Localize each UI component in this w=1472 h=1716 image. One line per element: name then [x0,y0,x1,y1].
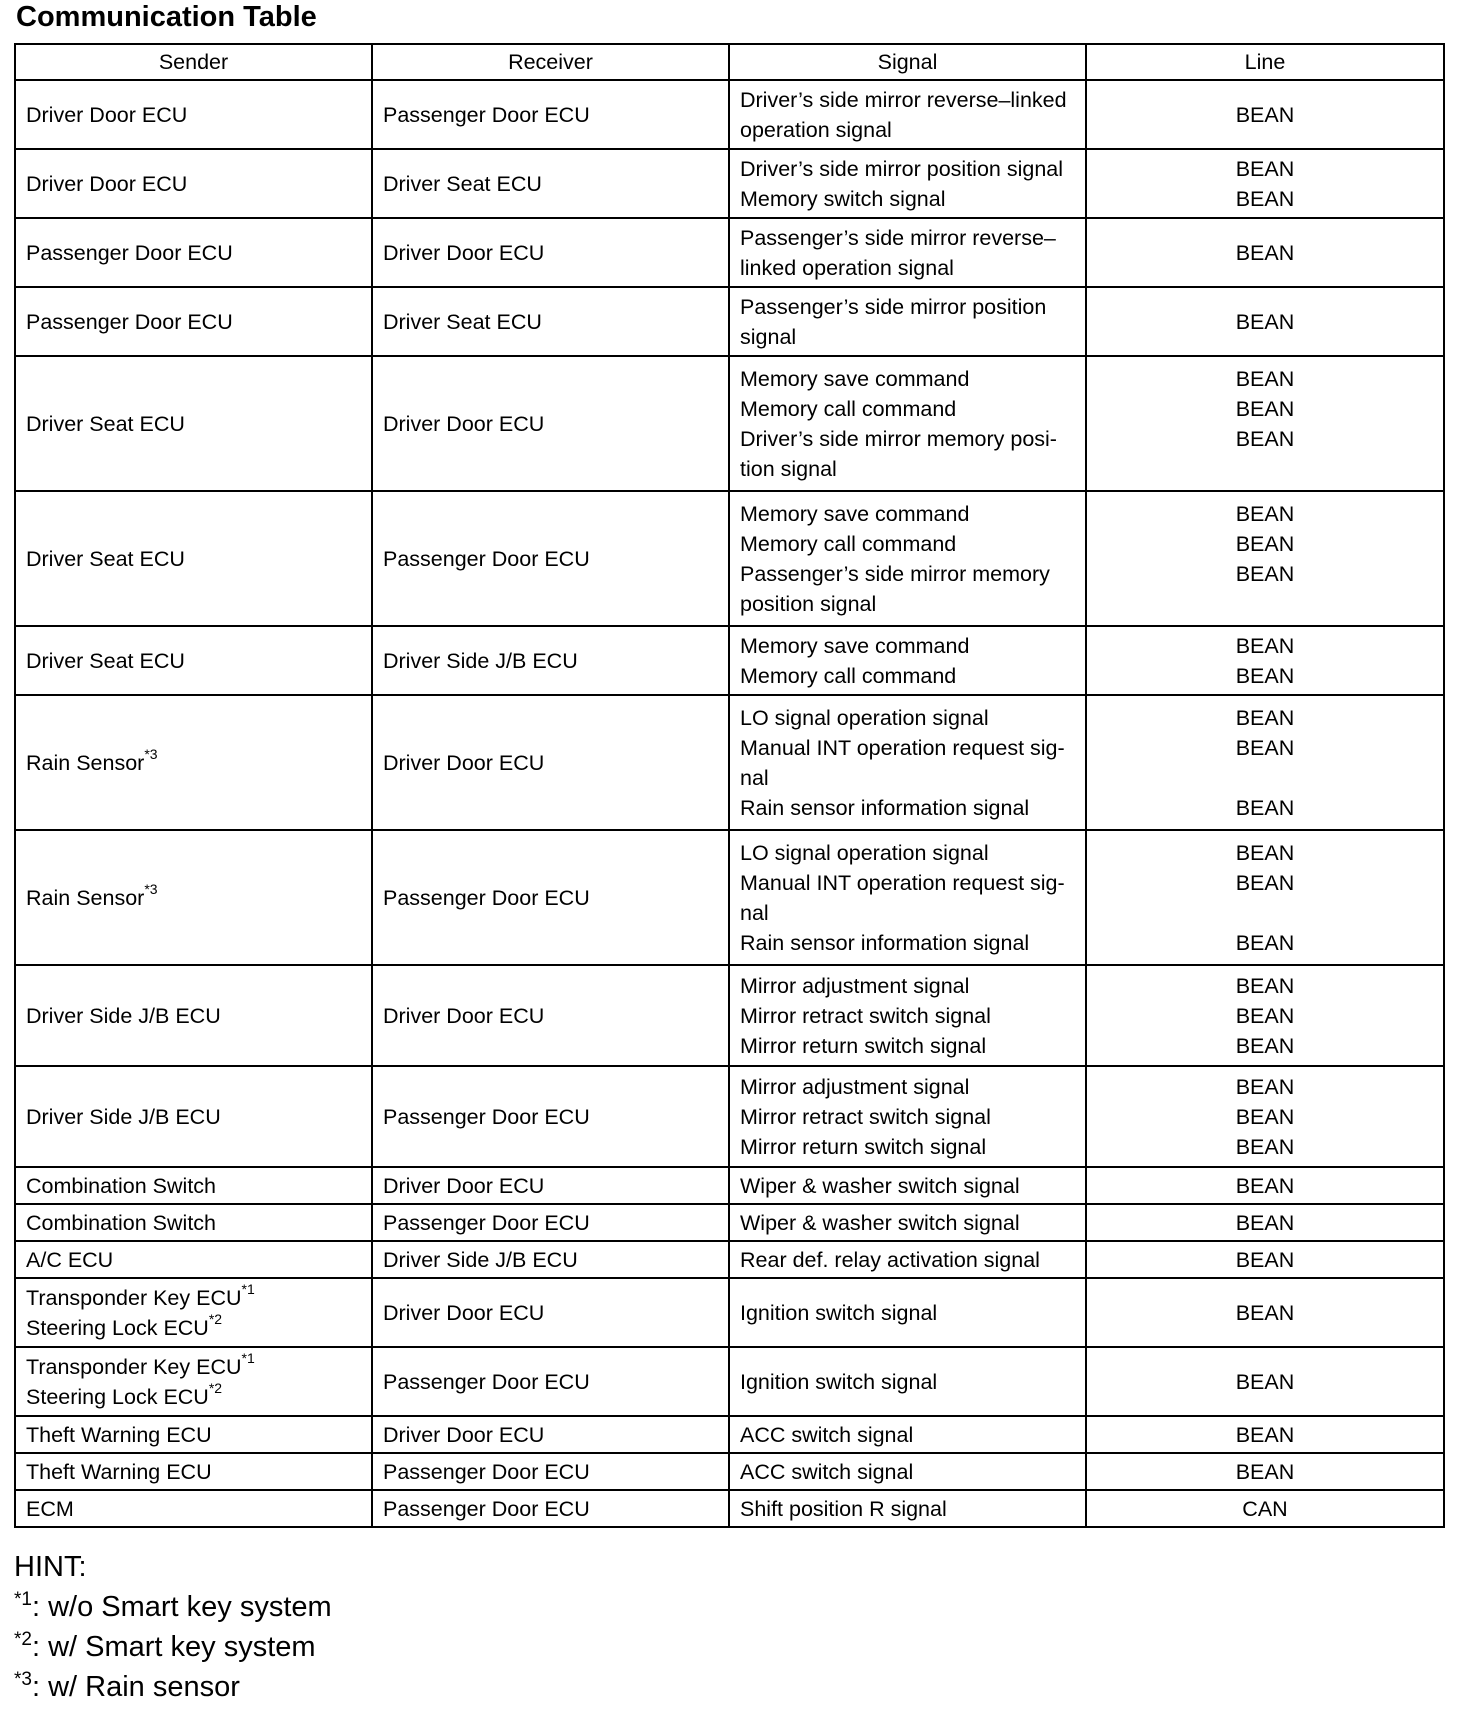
signal-line: LO signal operation signal [740,840,989,865]
receiver-cell: Driver Seat ECU [372,149,729,218]
receiver-cell: Passenger Door ECU [372,1204,729,1241]
sender-cell [15,80,372,149]
hint-label: HINT: [14,1551,87,1583]
sender-text: Theft Warning ECU [26,1422,212,1447]
line-value: BEAN [1235,1173,1295,1198]
sender-text: Combination Switch [26,1173,217,1198]
line-value: BEAN [1235,1104,1295,1129]
line-cell [1086,695,1444,830]
line-value: BEAN [1235,663,1295,688]
signal-cell [729,1453,1086,1490]
line-spacer [1097,763,1433,793]
table-row [15,491,1444,626]
footnote-mark: *3 [14,1669,32,1691]
receiver-cell: Driver Door ECU [372,356,729,491]
table-row [15,218,1444,287]
signal-line: Wiper & washer switch signal [740,1173,1020,1198]
line-cell [1086,80,1444,149]
sender-line [26,1457,361,1487]
line-value: BEAN [1235,1369,1295,1394]
signal-line: linked operation signal [740,255,954,280]
sender-text: Steering Lock ECU [26,1384,209,1409]
signal-line: Driver’s side mirror position signal [740,156,1064,181]
hint-note [14,1587,332,1627]
line-value: BEAN [1235,795,1295,820]
signal-line: Passenger’s side mirror memory [740,561,1050,586]
column-header-line: Line [1086,44,1444,80]
signal-line: Driver’s side mirror memory posi- [740,426,1057,451]
signal-line: signal [740,324,797,349]
signal-cell [729,149,1086,218]
table-row [15,287,1444,356]
signal-line: Passenger’s side mirror reverse– [740,225,1056,250]
signal-line: Mirror return switch signal [740,1033,987,1058]
signal-cell [729,1167,1086,1204]
sender-cell [15,149,372,218]
receiver-cell: Passenger Door ECU [372,1066,729,1167]
column-header-receiver: Receiver [372,44,729,80]
table-row [15,149,1444,218]
line-value: BEAN [1235,561,1295,586]
sender-cell [15,626,372,695]
table-header-row [15,44,1444,80]
line-value: BEAN [1235,240,1295,265]
table-row [15,1241,1444,1278]
signal-line: Mirror adjustment signal [740,973,970,998]
line-value: BEAN [1235,1033,1295,1058]
signal-line: position signal [740,591,877,616]
column-header-signal: Signal [729,44,1086,80]
hint-note-text: : w/o Smart key system [31,1591,332,1623]
signal-line: Memory call command [740,531,957,556]
sender-line [26,100,361,130]
sender-text: Driver Seat ECU [26,648,185,673]
line-cell [1086,1453,1444,1490]
signal-cell [729,626,1086,695]
line-cell [1086,356,1444,491]
signal-line: Manual INT operation request sig- [740,735,1065,760]
sender-text: Driver Door ECU [26,102,188,127]
line-value: BEAN [1235,426,1295,451]
signal-line: nal [740,765,769,790]
sender-text: Driver Seat ECU [26,546,185,571]
sender-cell [15,1453,372,1490]
signal-cell [729,965,1086,1066]
sender-line [26,1102,361,1132]
line-value: BEAN [1235,930,1295,955]
signal-line: Manual INT operation request sig- [740,870,1065,895]
receiver-cell: Driver Door ECU [372,1416,729,1453]
signal-cell [729,1347,1086,1416]
signal-line: Memory switch signal [740,186,946,211]
sender-line [26,883,361,913]
hint-section [14,1547,332,1707]
line-value: BEAN [1235,1459,1295,1484]
sender-text: Driver Seat ECU [26,411,185,436]
sender-line [26,1245,361,1275]
line-cell [1086,149,1444,218]
sender-text: Passenger Door ECU [26,240,233,265]
sender-cell [15,356,372,491]
line-value: BEAN [1235,1210,1295,1235]
signal-line: tion signal [740,456,837,481]
signal-line: Wiper & washer switch signal [740,1210,1020,1235]
sender-text: Rain Sensor [26,750,145,775]
table-row [15,80,1444,149]
sender-text: A/C ECU [26,1247,114,1272]
line-cell [1086,1241,1444,1278]
sender-text: Transponder Key ECU [26,1354,242,1379]
line-cell [1086,1416,1444,1453]
footnote-mark: *1 [14,1589,32,1611]
line-value: BEAN [1235,840,1295,865]
line-value: BEAN [1235,531,1295,556]
receiver-cell: Driver Side J/B ECU [372,1241,729,1278]
sender-line [26,238,361,268]
line-value: BEAN [1235,501,1295,526]
signal-line: operation signal [740,117,892,142]
sender-line [26,1171,361,1201]
line-cell [1086,1167,1444,1204]
signal-line: nal [740,900,769,925]
signal-cell [729,1241,1086,1278]
sender-text: Steering Lock ECU [26,1315,209,1340]
sender-cell [15,1278,372,1347]
sender-text: Driver Side J/B ECU [26,1003,221,1028]
line-value: BEAN [1235,366,1295,391]
signal-cell [729,218,1086,287]
sender-line [26,1313,361,1343]
receiver-cell: Driver Door ECU [372,1167,729,1204]
line-value: BEAN [1235,870,1295,895]
line-cell [1086,965,1444,1066]
signal-line: Memory call command [740,396,957,421]
footnote-mark: *2 [14,1629,32,1651]
line-cell [1086,1490,1444,1527]
signal-line: Passenger’s side mirror position [740,294,1047,319]
line-cell [1086,1204,1444,1241]
line-value: BEAN [1235,1300,1295,1325]
sender-line [26,1382,361,1412]
table-row [15,1278,1444,1347]
signal-line: Mirror retract switch signal [740,1104,991,1129]
table-row [15,695,1444,830]
signal-cell [729,80,1086,149]
line-value: BEAN [1235,633,1295,658]
signal-line: Ignition switch signal [740,1300,938,1325]
receiver-cell: Passenger Door ECU [372,1490,729,1527]
hint-notes [14,1587,332,1707]
sender-cell [15,1167,372,1204]
signal-cell [729,1416,1086,1453]
receiver-cell: Driver Door ECU [372,965,729,1066]
sender-text: Driver Side J/B ECU [26,1104,221,1129]
sender-cell [15,1347,372,1416]
receiver-cell: Passenger Door ECU [372,80,729,149]
line-spacer [1097,454,1433,484]
sender-line [26,1420,361,1450]
signal-line: Memory save command [740,633,970,658]
line-value: BEAN [1235,1074,1295,1099]
receiver-cell: Driver Door ECU [372,218,729,287]
sender-line [26,1001,361,1031]
line-value: BEAN [1235,1422,1295,1447]
line-value: BEAN [1235,309,1295,334]
signal-line: LO signal operation signal [740,705,989,730]
signal-line: Rear def. relay activation signal [740,1247,1040,1272]
signal-cell [729,1278,1086,1347]
line-value: BEAN [1235,156,1295,181]
receiver-cell: Passenger Door ECU [372,1453,729,1490]
line-cell [1086,287,1444,356]
sender-line [26,544,361,574]
line-value: BEAN [1235,1134,1295,1159]
line-value: BEAN [1235,186,1295,211]
sender-line [26,646,361,676]
line-cell [1086,1066,1444,1167]
sender-text: Passenger Door ECU [26,309,233,334]
signal-cell [729,491,1086,626]
sender-cell [15,491,372,626]
receiver-cell: Passenger Door ECU [372,830,729,965]
footnote-mark: *1 [241,1350,255,1367]
signal-cell [729,695,1086,830]
signal-cell [729,1490,1086,1527]
line-value: BEAN [1235,1247,1295,1272]
line-cell [1086,218,1444,287]
hint-note-text: : w/ Rain sensor [31,1671,240,1703]
table-row [15,965,1444,1066]
table-row [15,626,1444,695]
table-row [15,1167,1444,1204]
line-cell [1086,1278,1444,1347]
signal-line: Memory save command [740,366,970,391]
line-value: BEAN [1235,705,1295,730]
sender-text: Rain Sensor [26,885,145,910]
footnote-mark: *3 [144,881,158,898]
sender-line [26,1283,361,1313]
footnote-mark: *3 [144,746,158,763]
sender-line [26,1494,361,1524]
signal-line: Memory save command [740,501,970,526]
signal-cell [729,830,1086,965]
sender-line [26,748,361,778]
receiver-cell: Passenger Door ECU [372,491,729,626]
sender-cell [15,218,372,287]
line-cell [1086,626,1444,695]
signal-cell [729,1204,1086,1241]
sender-cell [15,965,372,1066]
line-spacer [1097,898,1433,928]
column-header-sender: Sender [15,44,372,80]
sender-line [26,409,361,439]
sender-text: Theft Warning ECU [26,1459,212,1484]
hint-note [14,1667,332,1707]
sender-text: Transponder Key ECU [26,1285,242,1310]
sender-cell [15,287,372,356]
receiver-cell: Driver Side J/B ECU [372,626,729,695]
line-value: BEAN [1235,973,1295,998]
table-row [15,1066,1444,1167]
signal-cell [729,287,1086,356]
receiver-cell: Driver Door ECU [372,1278,729,1347]
receiver-cell: Driver Door ECU [372,695,729,830]
table-row [15,1204,1444,1241]
receiver-cell: Driver Seat ECU [372,287,729,356]
sender-cell [15,1241,372,1278]
sender-text: Combination Switch [26,1210,217,1235]
signal-line: Shift position R signal [740,1496,947,1521]
table-row [15,1347,1444,1416]
signal-line: ACC switch signal [740,1422,914,1447]
footnote-mark: *2 [208,1311,223,1328]
signal-line: Ignition switch signal [740,1369,938,1394]
communication-table [14,43,1445,1528]
sender-cell [15,830,372,965]
signal-line: Mirror adjustment signal [740,1074,970,1099]
signal-line: ACC switch signal [740,1459,914,1484]
line-value: BEAN [1235,102,1295,127]
line-value: BEAN [1235,396,1295,421]
table-row [15,830,1444,965]
sender-text: ECM [26,1496,74,1521]
hint-note-text: : w/ Smart key system [31,1631,316,1663]
line-value: CAN [1242,1496,1288,1521]
signal-cell [729,356,1086,491]
signal-line: Mirror return switch signal [740,1134,987,1159]
line-value: BEAN [1235,735,1295,760]
table-row [15,1416,1444,1453]
table-row [15,356,1444,491]
page-title: Communication Table [16,1,317,33]
table-row [15,1453,1444,1490]
sender-cell [15,1416,372,1453]
sender-line [26,1208,361,1238]
line-value: BEAN [1235,1003,1295,1028]
sender-cell [15,1204,372,1241]
hint-note [14,1627,332,1667]
signal-line: Rain sensor information signal [740,795,1030,820]
footnote-mark: *2 [208,1380,223,1397]
sender-cell [15,1490,372,1527]
table-body [15,80,1444,1527]
signal-line: Memory call command [740,663,957,688]
sender-line [26,169,361,199]
line-cell [1086,1347,1444,1416]
sender-cell [15,695,372,830]
sender-cell [15,1066,372,1167]
sender-line [26,307,361,337]
footnote-mark: *1 [241,1281,255,1298]
signal-line: Rain sensor information signal [740,930,1030,955]
signal-cell [729,1066,1086,1167]
signal-line: Mirror retract switch signal [740,1003,991,1028]
sender-line [26,1352,361,1382]
line-spacer [1097,589,1433,619]
sender-text: Driver Door ECU [26,171,188,196]
receiver-cell: Passenger Door ECU [372,1347,729,1416]
signal-line: Driver’s side mirror reverse–linked [740,87,1067,112]
table-row [15,1490,1444,1527]
line-cell [1086,830,1444,965]
line-cell [1086,491,1444,626]
